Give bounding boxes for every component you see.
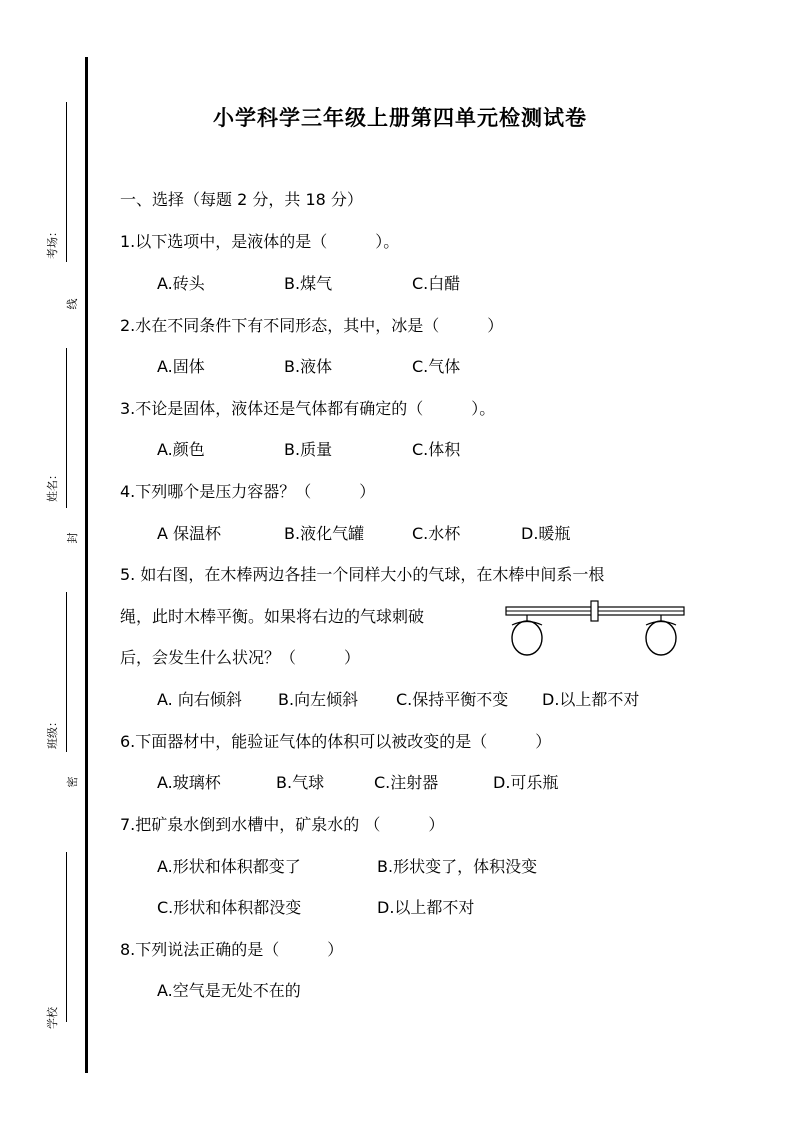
option: C.形状和体积都没变 <box>157 898 302 917</box>
option: C.白醋 <box>412 274 461 293</box>
question-stem: 1.以下选项中，是液体的是（ ）。 <box>120 232 400 251</box>
school-label: 学校 <box>46 1007 59 1029</box>
question-options <box>157 524 717 544</box>
option: B.气球 <box>276 773 325 792</box>
option: D.可乐瓶 <box>493 773 559 792</box>
option: D.以上都不对 <box>377 898 475 917</box>
question-stem: 8.下列说法正确的是（ ） <box>120 940 344 959</box>
question-stem: 6.下面器材中，能验证气体的体积可以被改变的是（ ） <box>120 732 552 751</box>
page-title: 小学科学三年级上册第四单元检测试卷 <box>213 105 587 130</box>
option: B.液化气罐 <box>284 524 365 543</box>
option: B.液体 <box>284 357 333 376</box>
name-blank-line <box>66 592 67 752</box>
binding-mark: 线 <box>66 298 79 310</box>
option: C.注射器 <box>374 773 439 792</box>
question-options <box>157 857 717 877</box>
option: C.体积 <box>412 440 461 459</box>
option: A.形状和体积都变了 <box>157 857 301 876</box>
section-heading: 一、选择（每题 2 分，共 18 分） <box>120 190 363 209</box>
option: A.砖头 <box>157 274 205 293</box>
option: D.暖瓶 <box>521 524 571 543</box>
question-options <box>157 274 717 294</box>
binding-margin-rule <box>85 57 88 1073</box>
exam-room-label: 考场： <box>46 226 59 259</box>
class-label: 班级： <box>46 716 59 749</box>
question-stem: 4.下列哪个是压力容器？（ ） <box>120 482 376 501</box>
question-options <box>157 440 717 460</box>
option: D.以上都不对 <box>542 690 640 709</box>
name-blank-line <box>66 852 67 1022</box>
question-stem: 5. 如右图，在木棒两边各挂一个同样大小的气球，在木棒中间系一根 <box>120 565 605 584</box>
question-options <box>157 357 717 377</box>
question-options <box>157 690 717 710</box>
option: C.保持平衡不变 <box>396 690 509 709</box>
question-stem: 绳，此时木棒平衡。如果将右边的气球刺破 <box>120 607 425 626</box>
option: C.气体 <box>412 357 461 376</box>
question-options <box>157 898 717 918</box>
question-options <box>157 773 717 793</box>
option: A.空气是无处不在的 <box>157 981 301 1000</box>
option: B.形状变了，体积没变 <box>377 857 538 876</box>
option: A.固体 <box>157 357 205 376</box>
option: A 保温杯 <box>157 524 222 543</box>
question-stem: 后，会发生什么状况？（ ） <box>120 648 361 667</box>
option: A. 向右倾斜 <box>157 690 242 709</box>
option: A.玻璃杯 <box>157 773 221 792</box>
option: B.煤气 <box>284 274 333 293</box>
question-options <box>157 981 717 1001</box>
option: C.水杯 <box>412 524 461 543</box>
binding-mark: 封 <box>66 532 79 544</box>
balance-diagram <box>500 598 690 662</box>
question-stem: 3.不论是固体，液体还是气体都有确定的（ ）。 <box>120 399 496 418</box>
option: A.颜色 <box>157 440 205 459</box>
name-blank-line <box>66 348 67 508</box>
question-stem: 7.把矿泉水倒到水槽中，矿泉水的 （ ） <box>120 815 445 834</box>
option: B.质量 <box>284 440 333 459</box>
option: B.向左倾斜 <box>278 690 359 709</box>
binding-mark: 密 <box>66 776 79 788</box>
student-name-label: 姓名： <box>46 469 59 502</box>
question-stem: 2.水在不同条件下有不同形态，其中，冰是（ ） <box>120 316 504 335</box>
